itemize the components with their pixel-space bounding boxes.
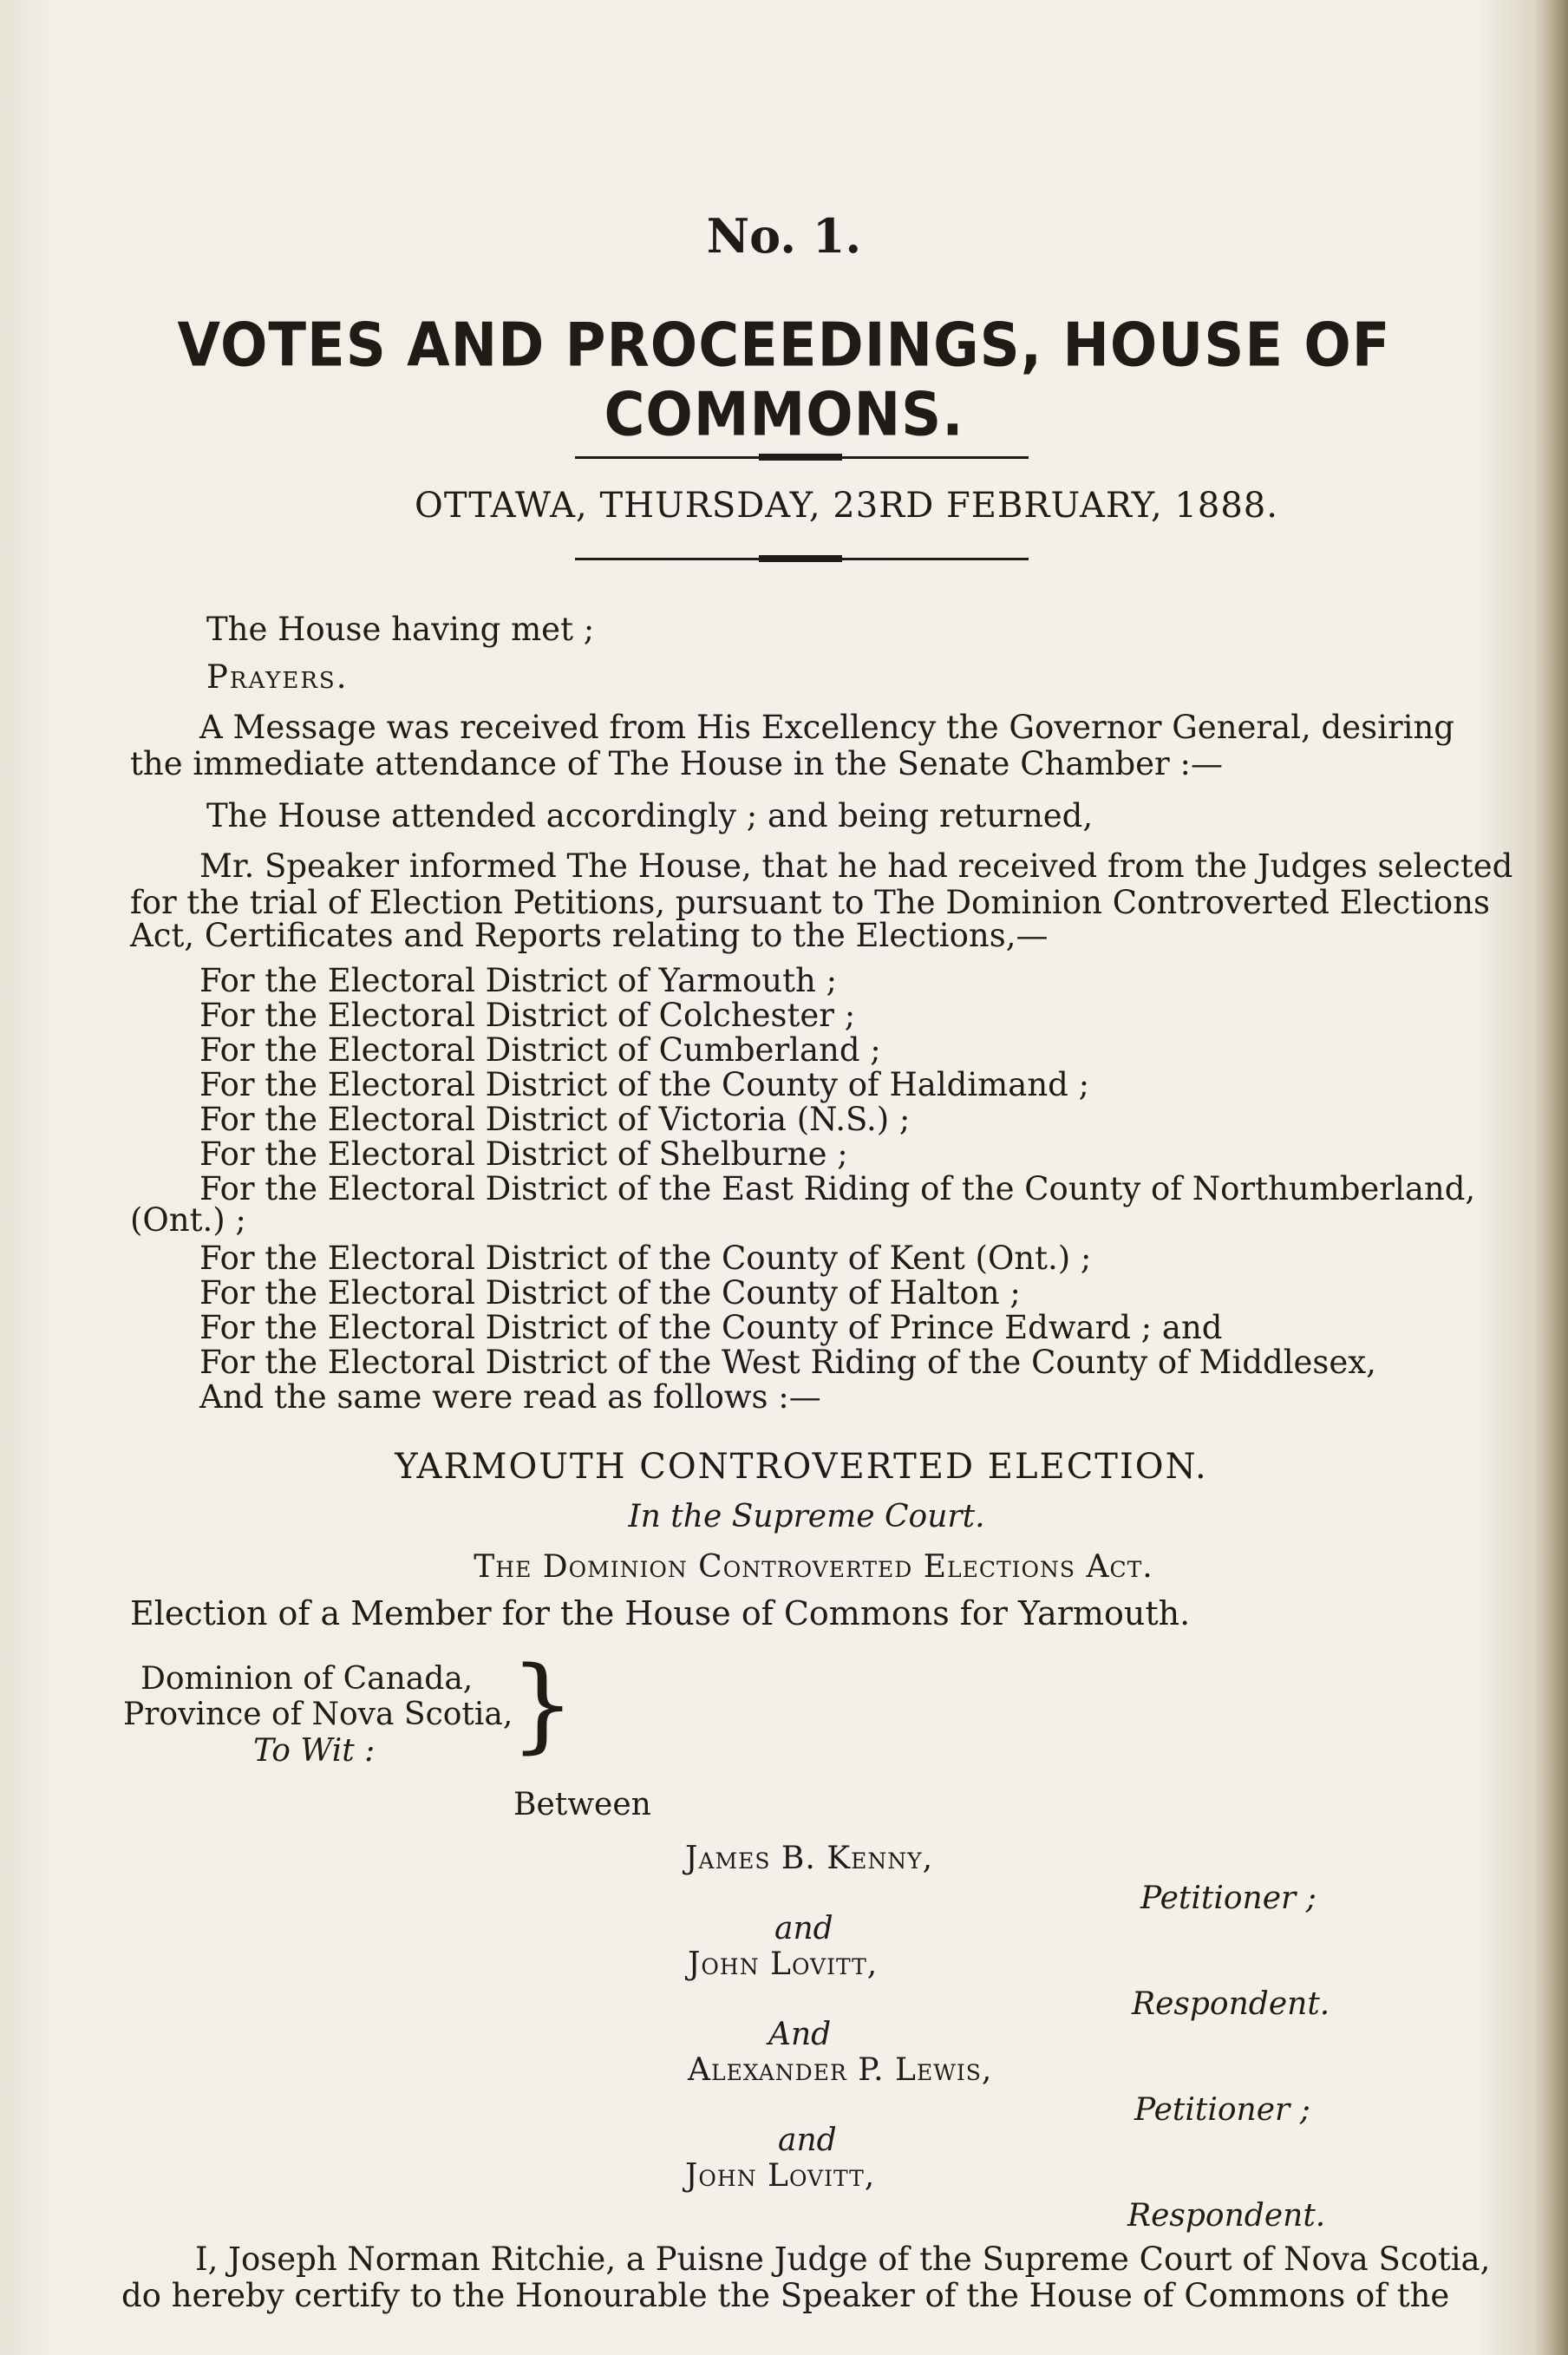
venue-line-1: Dominion of Canada, [140,1661,474,1697]
district-item: For the Electoral District of Yarmouth ; [199,962,838,999]
case-heading: YARMOUTH CONTROVERTED ELECTION. [395,1447,1208,1487]
paragraph-house-met: The House having met ; [206,611,595,648]
dateline: OTTAWA, THURSDAY, 23RD FEBRUARY, 1888. [415,486,1278,526]
paragraph-message-line-2: the immediate attendance of The House in the Senate Chamber :— [130,745,1223,782]
district-item: For the Electoral District of Shelburne ; [199,1135,848,1173]
top-rule-right [842,456,1029,459]
party-name: Alexander P. Lewis, [688,2052,993,2088]
certificate-line-1: I, Joseph Norman Ritchie, a Puisne Judge of the Supreme Court of Nova Scotia, [195,2241,1491,2278]
district-item: And the same were read as follows :— [199,1378,821,1416]
venue-line-3: To Wit : [253,1733,376,1769]
party-name: John Lovitt, [685,2158,876,2194]
bottom-rule-center [759,555,842,562]
venue-line-2: Province of Nova Scotia, [123,1697,513,1732]
case-act: The Dominion Controverted Elections Act. [474,1549,1153,1585]
case-election: Election of a Member for the House of Commons for Yarmouth. [130,1594,1191,1632]
district-item: For the Electoral District of the County of Prince Edward ; and [199,1309,1223,1346]
district-item: For the Electoral District of Colchester ; [199,997,856,1034]
paragraph-speaker-line-2: for the trial of Election Petitions, pursuant to The Dominion Controverted Elections [130,884,1490,921]
document-title: VOTES AND PROCEEDINGS, HOUSE OF COMMONS. [177,311,1391,450]
paragraph-attended: The House attended accordingly ; and being returned, [206,797,1094,834]
party-name: John Lovitt, [688,1946,879,1982]
district-item: (Ont.) ; [130,1201,246,1239]
venue-brace: } [510,1644,576,1763]
party-role: Respondent. [1132,1986,1330,2022]
party-and: and [778,2123,837,2158]
district-item: For the Electoral District of Cumberland ; [199,1031,881,1069]
district-item: For the Electoral District of the County of Haldimand ; [199,1066,1090,1103]
paragraph-speaker-line-1: Mr. Speaker informed The House, that he had received from the Judges selected [199,847,1513,885]
party-name: James B. Kenny, [685,1841,934,1876]
paragraph-prayers: Prayers. [206,658,349,696]
bottom-rule-left [575,558,759,560]
district-item: For the Electoral District of the East Riding of the County of Northumberland, [199,1170,1476,1207]
party-and: and [774,1911,833,1946]
party-and: And [768,2017,832,2052]
document-number: No. 1. [706,208,862,264]
party-role: Respondent. [1127,2198,1326,2234]
district-item: For the Electoral District of Victoria (N.S.) ; [199,1101,911,1138]
bottom-rule-right [842,558,1029,560]
top-rule-left [575,456,759,459]
party-role: Petitioner ; [1134,2092,1310,2128]
party-role: Petitioner ; [1140,1881,1316,1916]
paragraph-speaker-line-3: Act, Certificates and Reports relating to the Elections,— [130,917,1049,954]
case-court: In the Supreme Court. [628,1499,985,1534]
district-item: For the Electoral District of the County of Halton ; [199,1274,1021,1312]
certificate-line-2: do hereby certify to the Honourable the Speaker of the House of Commons of the [121,2277,1450,2314]
district-item: For the Electoral District of the West Riding of the County of Middlesex, [199,1344,1376,1381]
paragraph-message-line-1: A Message was received from His Excellency the Governor General, desiring [199,709,1454,746]
district-item: For the Electoral District of the County of Kent (Ont.) ; [199,1240,1092,1277]
between-label: Between [513,1787,651,1822]
top-rule-center [759,454,842,461]
